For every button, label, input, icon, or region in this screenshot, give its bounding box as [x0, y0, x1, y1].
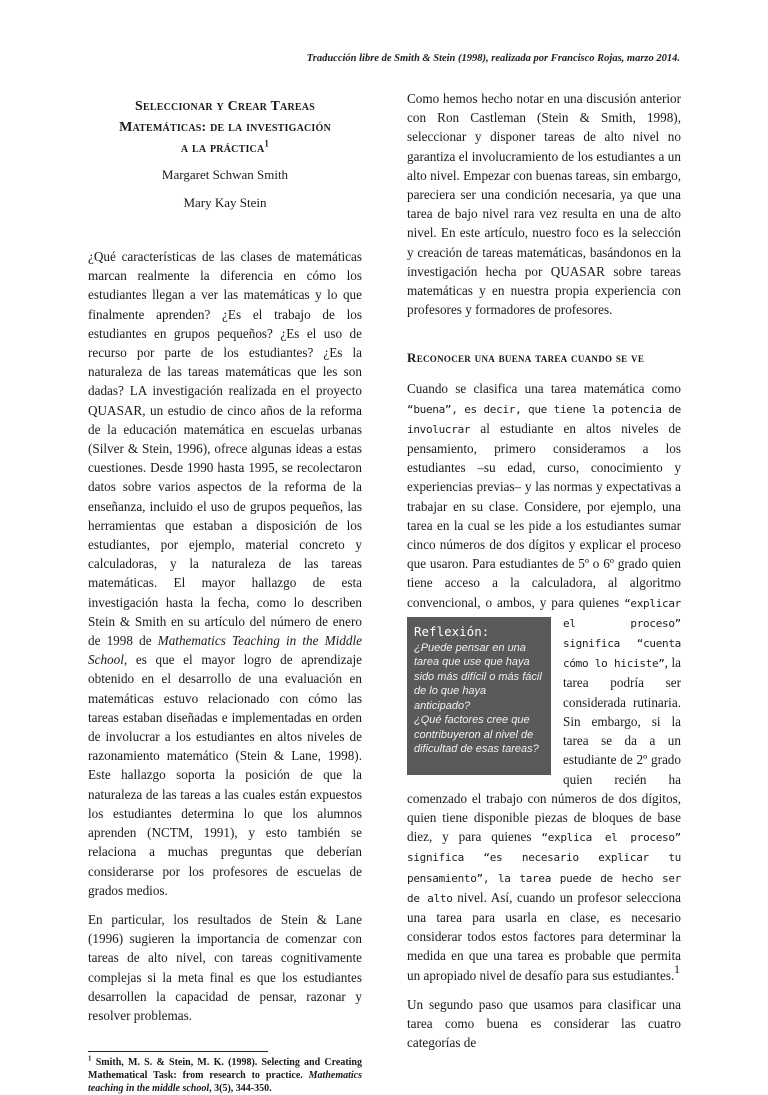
footnote-mark: 1: [88, 1054, 92, 1063]
left-paragraph-1-text-a: ¿Qué características de las clases de matemáticas marcan realmente la diferencia en cómo los estudiantes llegan a ver las matemáticas y lo que finalmente aprenden? ¿Es el trabajo de los estudiantes en grupos pequeños? ¿Es el uso de recurso por parte de los estudiantes? ¿Es la naturaleza de las tareas matemáticas que les son dadas? LA investigación realizada en el proyecto QUASAR, un estudio de cinco años de la reforma de la educación matemática en escuelas urbanas (Silver & Stein, 1996), ofrece algunas ideas a estas cuestiones. Desde 1990 hasta 1995, se recolectaron datos sobre varios aspectos de la reforma de la enseñanza, incluido el uso de grupos pequeños, las herramientas que estaban a disposición de los estudiantes, por ejemplo, material concreto y calculadoras, y la naturaleza de las tareas matemáticas. El mayor hallazgo de esta investigación hasta la fecha, como lo describen Stein & Smith en su artículo del número de enero de 1998 de: [88, 249, 362, 649]
title-line-1: Seleccionar y Crear Tareas: [135, 99, 315, 114]
reflection-callout: [407, 617, 551, 775]
section-heading: Reconocer una buena tarea cuando se ve: [407, 350, 645, 366]
author-1: Margaret Schwan Smith: [161, 167, 289, 182]
right-paragraph-1: Como hemos hecho notar en una discusión anterior con Ron Castleman (Stein & Smith, 1998), seleccionar y disponer tareas de alto nivel no garantiza el involucramiento de los estudiantes a un alto nivel. Empezar con buenas tareas, sin embargo, pareciera ser una condición necesaria, ya que una tarea de bajo nivel rara vez resulta en una de alto nivel. En este artículo, nuestro foco es la selección y creación de tareas matemáticas, basándonos en la investigación hecha por QUASAR sobre tareas matemáticas y en nuestra propia experiencia con profesores y formadores de profesores.: [407, 91, 681, 318]
running-header: Traducción libre de Smith & Stein (1998), realizada por Francisco Rojas, marzo 2014.: [306, 53, 680, 64]
footnote-journal: Mathematics teaching in the middle school: [88, 1070, 362, 1095]
footnote-text-a: Smith, M. S. & Stein, M. K. (1998). Selecting and Creating Mathematical Task: from research to practice.: [88, 1057, 362, 1082]
title-block: [88, 96, 362, 213]
p2-mono-2: “explicar el proceso” significa “cuenta cómo lo hiciste”: [563, 596, 681, 671]
left-paragraph-1-text-b: , es que el mayor logro de aprendizaje obtenido en el desarrollo de una evaluación en matemáticas estuvo relacionado con cómo las tareas estaban diseñadas e implementadas en orden de involucrar a los estudiantes en altos niveles de razonamiento matemático (Stein & Lane, 1998). Este hallazgo soporta la posición de que la naturaleza de las tareas a las cuales están expuestos los estudiantes determina lo que los alumnos aprenden (NCTM, 1991), y esto también se relaciona a muchas preguntas que deberían considerarse por los profesores de escuelas de grados medios.: [88, 652, 362, 898]
left-column: [88, 96, 362, 1095]
p2-text-d: nivel. Así, cuando un profesor selecciona una tarea para usarla en clase, es necesario considerar todos estos factores para determinar la medida en que una tarea es probable que permita un apropiado nivel de desafío para sus estudiantes.: [407, 889, 681, 983]
title-footnote-mark: 1: [264, 138, 270, 149]
left-paragraph-2: En particular, los resultados de Stein & Lane (1996) sugieren la importancia de comenzar con tareas de alto nivel, con tareas cognitivamente complejas si la meta final es que los estudiantes desarrollen la capacidad de pensar, razonar y resolver problemas.: [88, 911, 362, 1023]
p2-text-b: al estudiante en altos niveles de pensamiento, primero consideramos a los estudiantes –su edad, curso, conocimiento y experiencias previas– y las normas y expectativas a trabajar en su clase. Considere, por ejemplo, una tarea en la cual se les pide a los estudiantes sumar cinco números de dos dígitos y explicar el proceso que usaron. Para estudiantes de 5º o 6º grado quien tiene acceso a la calculadora, al algoritmo convencional, o ambos, y para quienes: [407, 420, 681, 610]
title-line-2: Matemáticas: de la investigación: [119, 120, 331, 135]
left-paragraph-1: [88, 247, 362, 900]
right-paragraph-3: Un segundo paso que usamos para clasificar una tarea como buena es considerar las cuatro categorías de: [407, 996, 681, 1051]
p2-text-c: , la tarea podría ser considerada rutinaria. Sin embargo, si la tarea se da a un estudiante de 2º grado quien recién ha comenzado el trabajo con números de dos dígitos, quien tiene disponible piezas de bloques de base diez, y para quienes: [407, 655, 681, 845]
callout-question-1: ¿Puede pensar en una tarea que use que haya sido más difícil o más fácil de lo que haya anticipado?: [414, 641, 542, 712]
right-paragraph-2: [407, 379, 681, 984]
callout-question-2: ¿Qué factores cree que contribuyeron al nivel de dificultad de esas tareas?: [414, 714, 539, 756]
footnote: [88, 1056, 362, 1095]
author-2: Mary Kay Stein: [183, 195, 267, 210]
footnote-text-b: , 3(5), 344-350.: [209, 1083, 272, 1095]
p2-mono-3: “explica el proceso” significa “es necesario explicar tu pensamiento”, la tarea puede de hecho ser de alto: [407, 831, 681, 905]
footnote-divider: [88, 1051, 268, 1052]
p2-mono-1: “buena”, es decir, que tiene la potencia de involucrar: [407, 402, 681, 436]
p2-text-a: Cuando se clasifica una tarea matemática como: [407, 381, 681, 397]
right-column: [407, 89, 681, 1062]
right-paragraph-2-area: [407, 379, 681, 984]
article-title: [88, 96, 362, 159]
page-number: 1: [674, 962, 680, 976]
callout-title: Reflexión:: [414, 623, 490, 639]
journal-title: Mathematics Teaching in the Middle School: [88, 633, 362, 668]
title-line-3: a la práctica: [180, 141, 265, 156]
